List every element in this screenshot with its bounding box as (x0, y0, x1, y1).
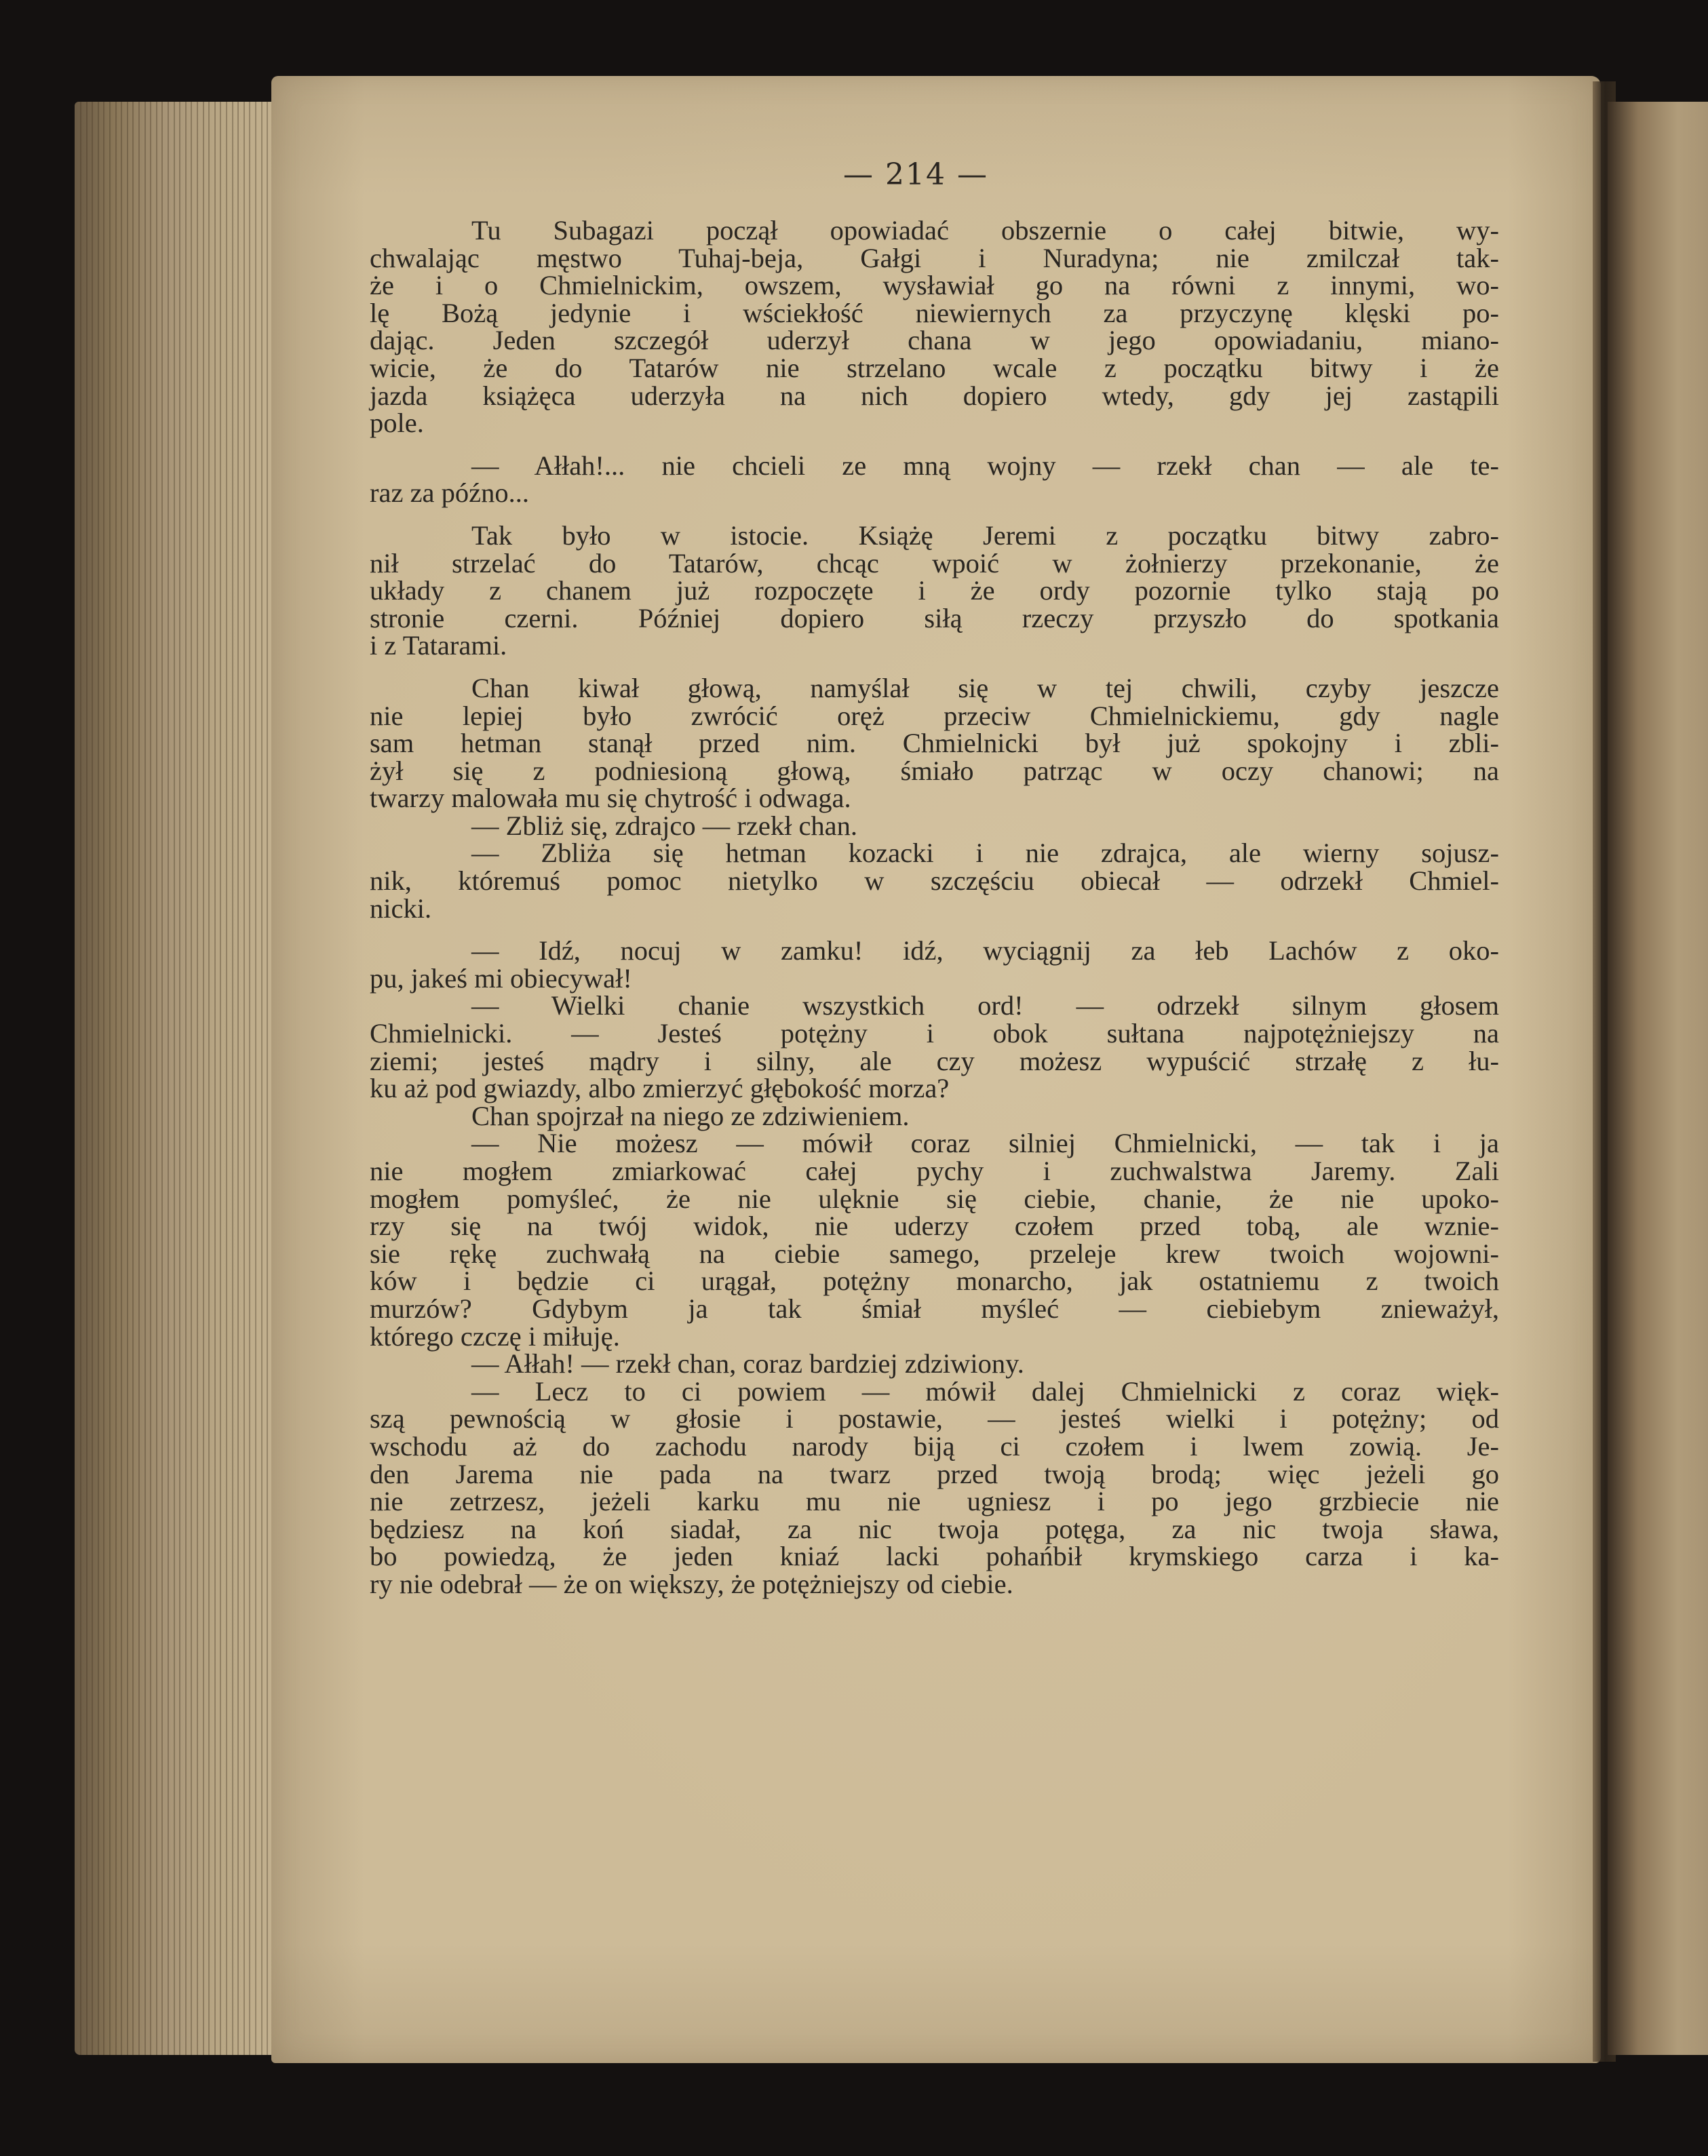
page-edge-line (156, 102, 157, 2055)
left-page-edges (75, 102, 278, 2055)
page-edge-line (185, 102, 187, 2055)
text-line: ziemi; jesteś mądry i silny, ale czy możesz wypuścić strzałę z łu- (370, 1045, 1499, 1076)
page-edge-line (255, 102, 256, 2055)
text-line: sam hetman stanął przed nim. Chmielnicki był już spokojny i zbli- (370, 728, 1499, 759)
page-edge-line (220, 102, 221, 2055)
page-edge-line (161, 102, 163, 2055)
text-line: Chan spojrzał na niego ze zdziwieniem. (471, 1100, 910, 1131)
text-line: rzy się na twój widok, nie uderzy czołem przed tobą, ale wznie- (370, 1211, 1499, 1242)
text-line: bo powiedzą, że jeden kniaź lacki pohańbił krymskiego carza i ka- (370, 1541, 1499, 1572)
text-line: — Ałłah! — rzekł chan, coraz bardziej zdziwiony. (471, 1348, 1024, 1379)
text-line: den Jarema nie pada na twarz przed twoją brodą; więc jeżeli go (370, 1458, 1499, 1489)
text-line: Chmielnicki. — Jesteś potężny i obok sułtana najpotężniejszy na (370, 1018, 1499, 1049)
page-edge-line (226, 102, 227, 2055)
page-edge-line (232, 102, 233, 2055)
text-line: raz za późno... (370, 477, 529, 509)
text-line: którego czczę i miłuję. (370, 1320, 620, 1352)
page-edge-line (214, 102, 216, 2055)
text-line: twarzy malowała mu się chytrość i odwaga. (370, 783, 851, 814)
page-edge-line (203, 102, 204, 2055)
text-line: lę Bożą jedynie i wściekłość niewiernych za przyczynę klęski po- (370, 297, 1499, 328)
text-line: chwalając męstwo Tuhaj-beja, Gałgi i Nuradyna; nie zmilczał tak- (370, 242, 1499, 273)
page-edge-line (197, 102, 198, 2055)
text-line: szą pewnością w głosie i postawie, — jesteś wielki i potężny; od (370, 1403, 1499, 1434)
text-line: — Wielki chanie wszystkich ord! — odrzekł silnym głosem (471, 990, 1499, 1021)
text-line: nik, któremuś pomoc nietylko w szczęściu obiecał — odrzekł Chmiel- (370, 865, 1499, 897)
text-line: ków i będzie ci urągał, potężny monarcho, jak ostatniemu z twoich (370, 1266, 1499, 1297)
page-edge-line (138, 102, 140, 2055)
page-edge-line (150, 102, 151, 2055)
page-edge-line (98, 102, 99, 2055)
page-edge-line (249, 102, 250, 2055)
text-line: — Ałłah!... nie chcieli ze mną wojny — rzekł chan — ale te- (471, 450, 1499, 481)
text-line: Chan kiwał głową, namyślał się w tej chwili, czyby jeszcze (471, 672, 1499, 703)
page-edge-line (267, 102, 268, 2055)
text-line: żył się z podniesioną głową, śmiało patrząc w oczy chanowi; na (370, 755, 1499, 786)
page-edge-line (80, 102, 81, 2055)
text-line: — Nie możesz — mówił coraz silniej Chmielnicki, — tak i ja (471, 1128, 1499, 1159)
text-line: ry nie odebrał — że on większy, że potężniejszy od ciebie. (370, 1568, 1013, 1599)
right-page-edge (1608, 102, 1708, 2055)
text-line: ku aż pod gwiazdy, albo zmierzyć głębokość morza? (370, 1073, 950, 1104)
page-edge-line (132, 102, 134, 2055)
page-edge-line (179, 102, 180, 2055)
text-line: mogłem pomyśleć, że nie ulęknie się ciebie, chanie, że nie upoko- (370, 1183, 1499, 1214)
page-edge-line (144, 102, 146, 2055)
text-line: pu, jakeś mi obiecywał! (370, 962, 632, 994)
text-line: nie lepiej było zwrócić oręż przeciw Chmielnickiemu, gdy nagle (370, 700, 1499, 731)
page-edge-line (208, 102, 210, 2055)
page-edge-line (191, 102, 192, 2055)
page-edge-line (127, 102, 128, 2055)
text-line: jazda książęca uderzyła na nich dopiero wtedy, gdy jej zastąpili (370, 380, 1499, 411)
text-line: — Zbliż się, zdrajco — rzekł chan. (471, 810, 858, 841)
text-line: sie rękę zuchwałą na ciebie samego, przeleje krew twoich wojowni- (370, 1238, 1499, 1269)
page-edge-line (86, 102, 88, 2055)
text-line: dając. Jeden szczegół uderzył chana w jego opowiadaniu, miano- (370, 325, 1499, 356)
body-text (370, 217, 1499, 1599)
text-line: nie zetrzesz, jeżeli karku mu nie ugniesz i po jego grzbiecie nie (370, 1486, 1499, 1517)
text-line: wicie, że do Tatarów nie strzelano wcale z początku bitwy i że (370, 352, 1499, 383)
text-line: murzów? Gdybym ja tak śmiał myśleć — ciebiebym znieważył, (370, 1293, 1499, 1324)
page-edge-line (109, 102, 111, 2055)
text-line: nie mogłem zmiarkować całej pychy i zuchwalstwa Jaremy. Zali (370, 1156, 1499, 1186)
page-edge-line (103, 102, 104, 2055)
text-line: i z Tatarami. (370, 630, 507, 661)
page-edge-line (168, 102, 169, 2055)
text-line: Tu Subagazi począł opowiadać obszernie o całej bitwie, wy- (471, 215, 1499, 246)
text-line: wschodu aż do zachodu narody biją ci czołem i lwem zowią. Je- (370, 1430, 1499, 1462)
text-line: stronie czerni. Później dopiero siłą rzeczy przyszło do spotkania (370, 602, 1499, 633)
page-edge-line (121, 102, 122, 2055)
text-line: nicki. (370, 893, 432, 924)
text-line: nił strzelać do Tatarów, chcąc wpoić w żołnierzy przekonanie, że (370, 547, 1499, 579)
text-line: układy z chanem już rozpoczęte i że ordy pozornie tylko stają po (370, 575, 1499, 606)
page-edge-line (92, 102, 93, 2055)
page-number: — 214 — (843, 157, 988, 192)
text-line: — Idź, nocuj w zamku! idź, wyciągnij za łeb Lachów z oko- (471, 935, 1499, 966)
page-edge-line (115, 102, 117, 2055)
page-edge-line (237, 102, 239, 2055)
text-line: — Lecz to ci powiem — mówił dalej Chmielnicki z coraz więk- (471, 1375, 1499, 1407)
page-edge-line (244, 102, 245, 2055)
page-edge-line (261, 102, 263, 2055)
text-line: — Zbliża się hetman kozacki i nie zdrajca, ale wierny sojusz- (471, 838, 1499, 869)
text-line: będziesz na koń siadał, za nic twoja potęga, za nic twoja sława, (370, 1513, 1499, 1544)
text-line: Tak było w istocie. Książę Jeremi z początku bitwy zabro- (471, 520, 1499, 551)
text-line: pole. (370, 408, 424, 439)
text-line: że i o Chmielnickim, owszem, wysławiał go na równi z innymi, wo- (370, 270, 1499, 301)
page-edge-line (174, 102, 175, 2055)
